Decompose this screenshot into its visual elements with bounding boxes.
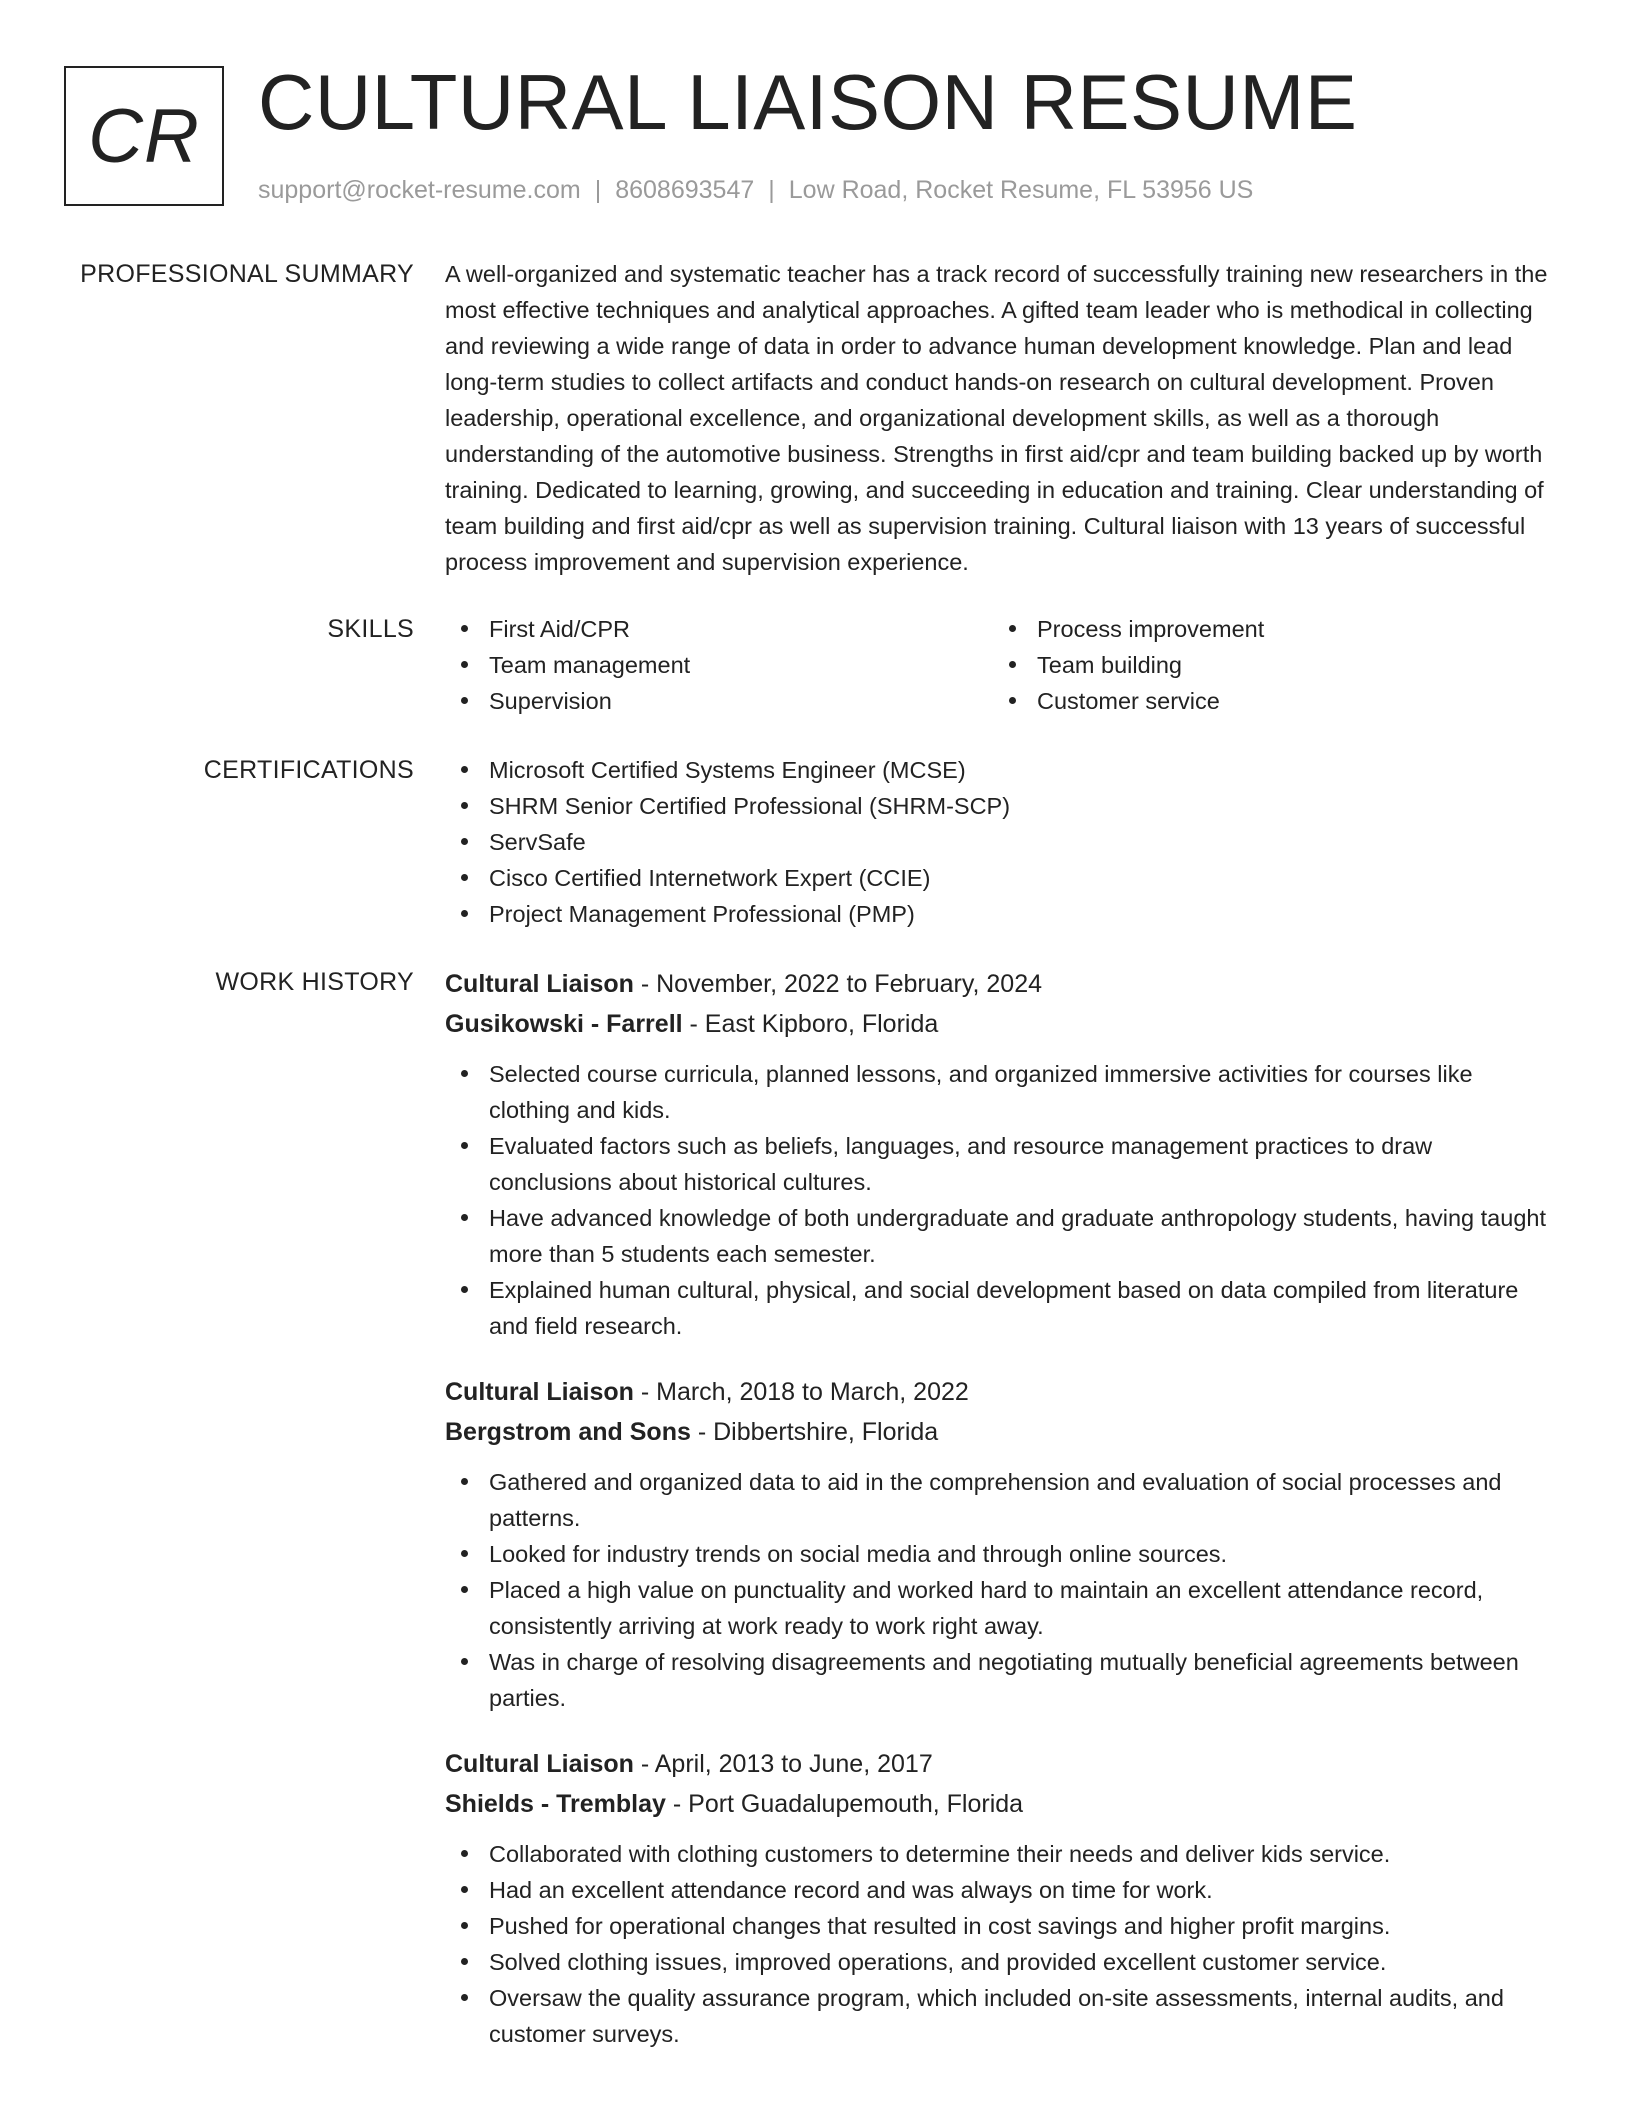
bullet-icon: [1009, 625, 1016, 632]
bullet-icon: [461, 802, 468, 809]
contact-separator: |: [768, 176, 775, 204]
job-duty-item: [445, 1572, 1560, 1644]
skill-text: Customer service: [1037, 688, 1220, 714]
skill-text: Supervision: [489, 688, 612, 714]
job-duty-item: [445, 1128, 1560, 1200]
page-title: CULTURAL LIAISON RESUME: [258, 58, 1358, 146]
skill-text: Team management: [489, 652, 691, 678]
bullet-icon: [461, 1478, 468, 1485]
bullet-icon: [461, 1658, 468, 1665]
skill-item: [993, 611, 1541, 647]
bullet-icon: [461, 625, 468, 632]
job-location: - Dibbertshire, Florida: [690, 1418, 939, 1446]
bullet-icon: [461, 1922, 468, 1929]
skills-column-left: [445, 611, 993, 719]
skill-item: [445, 683, 993, 719]
bullet-icon: [461, 1586, 468, 1593]
certifications-list: [445, 752, 1560, 932]
bullet-icon: [461, 1286, 468, 1293]
job-duty-text: Have advanced knowledge of both undergraduate and graduate anthropology students, having taught more than 5 students each semester.: [489, 1205, 1546, 1267]
skill-item: [993, 683, 1541, 719]
summary-body: [445, 256, 1560, 580]
job-duty-item: [445, 1644, 1560, 1716]
job-company-line: [445, 1784, 1560, 1824]
skills-column-right: [993, 611, 1541, 719]
contact-line: [258, 172, 1253, 208]
contact-phone: 8608693547: [615, 176, 755, 204]
bullet-icon: [461, 661, 468, 668]
job-dates: - March, 2018 to March, 2022: [633, 1378, 969, 1406]
job-duty-text: Was in charge of resolving disagreements and negotiating mutually beneficial agreements between parties.: [489, 1649, 1519, 1711]
summary-heading: PROFESSIONAL SUMMARY: [80, 260, 414, 288]
bullet-icon: [461, 874, 468, 881]
bullet-icon: [461, 1142, 468, 1149]
job-duty-item: [445, 1908, 1560, 1944]
bullet-icon: [461, 766, 468, 773]
job-duty-text: Oversaw the quality assurance program, which included on-site assessments, internal audits, and customer surveys.: [489, 1985, 1504, 2047]
monogram-logo: CR: [64, 66, 224, 206]
certification-item: [445, 788, 1560, 824]
job-company: Bergstrom and Sons: [445, 1418, 691, 1446]
job-duty-text: Looked for industry trends on social media and through online sources.: [489, 1541, 1228, 1567]
job-duty-text: Gathered and organized data to aid in the comprehension and evaluation of social processes and patterns.: [489, 1469, 1502, 1531]
skill-text: Process improvement: [1037, 616, 1265, 642]
job-title-line: [445, 1744, 1560, 1784]
job-duty-text: Pushed for operational changes that resulted in cost savings and higher profit margins.: [489, 1913, 1391, 1939]
job-duties-list: [445, 1056, 1560, 1344]
certification-text: Microsoft Certified Systems Engineer (MCSE): [489, 757, 966, 783]
skill-item: [993, 647, 1541, 683]
job-location: - East Kipboro, Florida: [682, 1010, 939, 1038]
work-history-heading: WORK HISTORY: [215, 968, 414, 996]
certifications-body: [445, 752, 1560, 932]
job-duty-text: Evaluated factors such as beliefs, languages, and resource management practices to draw conclusions about historical cultures.: [489, 1133, 1433, 1195]
job-duty-text: Solved clothing issues, improved operations, and provided excellent customer service.: [489, 1949, 1387, 1975]
job-duty-item: [445, 1464, 1560, 1536]
certification-item: [445, 860, 1560, 896]
bullet-icon: [461, 1958, 468, 1965]
contact-address: Low Road, Rocket Resume, FL 53956 US: [788, 176, 1254, 204]
job-dates: - November, 2022 to February, 2024: [633, 970, 1042, 998]
summary-text: A well-organized and systematic teacher has a track record of successfully training new researchers in the most effective techniques and analytical approaches. A gifted team leader who is methodical in collecting and reviewing a wide range of data in order to advance human development knowledge. Plan and lead long-term studies to collect artifacts and conduct hands-on research on cultural development. Proven leadership, operational excellence, and organizational development skills, as well as a thorough understanding of the automotive business. Strengths in first aid/cpr and team building backed up by worth training. Dedicated to learning, growing, and succeeding in education and training. Clear understanding of team building and first aid/cpr as well as supervision training. Cultural liaison with 13 years of successful process improvement and supervision experience.: [445, 261, 1548, 575]
job-duty-item: [445, 1980, 1560, 2052]
job-entry: [445, 1372, 1560, 1716]
job-company: Gusikowski - Farrell: [445, 1010, 683, 1038]
job-duty-text: Selected course curricula, planned lessons, and organized immersive activities for courses like clothing and kids.: [489, 1061, 1473, 1123]
job-duty-item: [445, 1836, 1560, 1872]
bullet-icon: [461, 697, 468, 704]
job-company-line: [445, 1004, 1560, 1044]
job-duty-item: [445, 1056, 1560, 1128]
job-duty-item: [445, 1536, 1560, 1572]
certification-text: SHRM Senior Certified Professional (SHRM-SCP): [489, 793, 1011, 819]
skill-item: [445, 611, 993, 647]
job-entry: [445, 964, 1560, 1344]
job-duty-text: Placed a high value on punctuality and worked hard to maintain an excellent attendance record, consistently arriving at work ready to work right away.: [489, 1577, 1484, 1639]
bullet-icon: [461, 838, 468, 845]
job-duty-item: [445, 1872, 1560, 1908]
job-location: - Port Guadalupemouth, Florida: [665, 1790, 1024, 1818]
bullet-icon: [461, 1886, 468, 1893]
bullet-icon: [461, 1550, 468, 1557]
job-title: Cultural Liaison: [445, 970, 634, 998]
bullet-icon: [1009, 697, 1016, 704]
skill-text: Team building: [1037, 652, 1183, 678]
job-entry: [445, 1744, 1560, 2052]
job-company-line: [445, 1412, 1560, 1452]
certification-item: [445, 824, 1560, 860]
job-duties-list: [445, 1464, 1560, 1716]
bullet-icon: [461, 1214, 468, 1221]
job-title: Cultural Liaison: [445, 1378, 634, 1406]
skills-list: [445, 611, 1560, 719]
contact-separator: |: [594, 176, 602, 204]
certification-text: Cisco Certified Internetwork Expert (CCIE): [489, 865, 931, 891]
certification-text: ServSafe: [489, 829, 586, 855]
job-title-line: [445, 964, 1560, 1004]
job-duty-item: [445, 1200, 1560, 1272]
job-title-line: [445, 1372, 1560, 1412]
job-dates: - April, 2013 to June, 2017: [633, 1750, 933, 1778]
skill-item: [445, 647, 993, 683]
bullet-icon: [1009, 661, 1016, 668]
bullet-icon: [461, 1850, 468, 1857]
certification-text: Project Management Professional (PMP): [489, 901, 915, 927]
job-title: Cultural Liaison: [445, 1750, 634, 1778]
job-duty-text: Explained human cultural, physical, and social development based on data compiled from literature and field research.: [489, 1277, 1519, 1339]
job-duty-text: Collaborated with clothing customers to determine their needs and deliver kids service.: [489, 1841, 1391, 1867]
work-history-body: [445, 964, 1560, 2080]
job-duties-list: [445, 1836, 1560, 2052]
certifications-heading: CERTIFICATIONS: [203, 756, 414, 784]
bullet-icon: [461, 1994, 468, 2001]
bullet-icon: [461, 1070, 468, 1077]
certification-item: [445, 752, 1560, 788]
skill-text: First Aid/CPR: [489, 616, 631, 642]
bullet-icon: [461, 910, 468, 917]
job-company: Shields - Tremblay: [445, 1790, 666, 1818]
skills-heading: SKILLS: [327, 615, 414, 643]
job-duty-item: [445, 1944, 1560, 1980]
job-duty-text: Had an excellent attendance record and was always on time for work.: [489, 1877, 1213, 1903]
contact-email: support@rocket-resume.com: [258, 176, 581, 204]
certification-item: [445, 896, 1560, 932]
job-duty-item: [445, 1272, 1560, 1344]
